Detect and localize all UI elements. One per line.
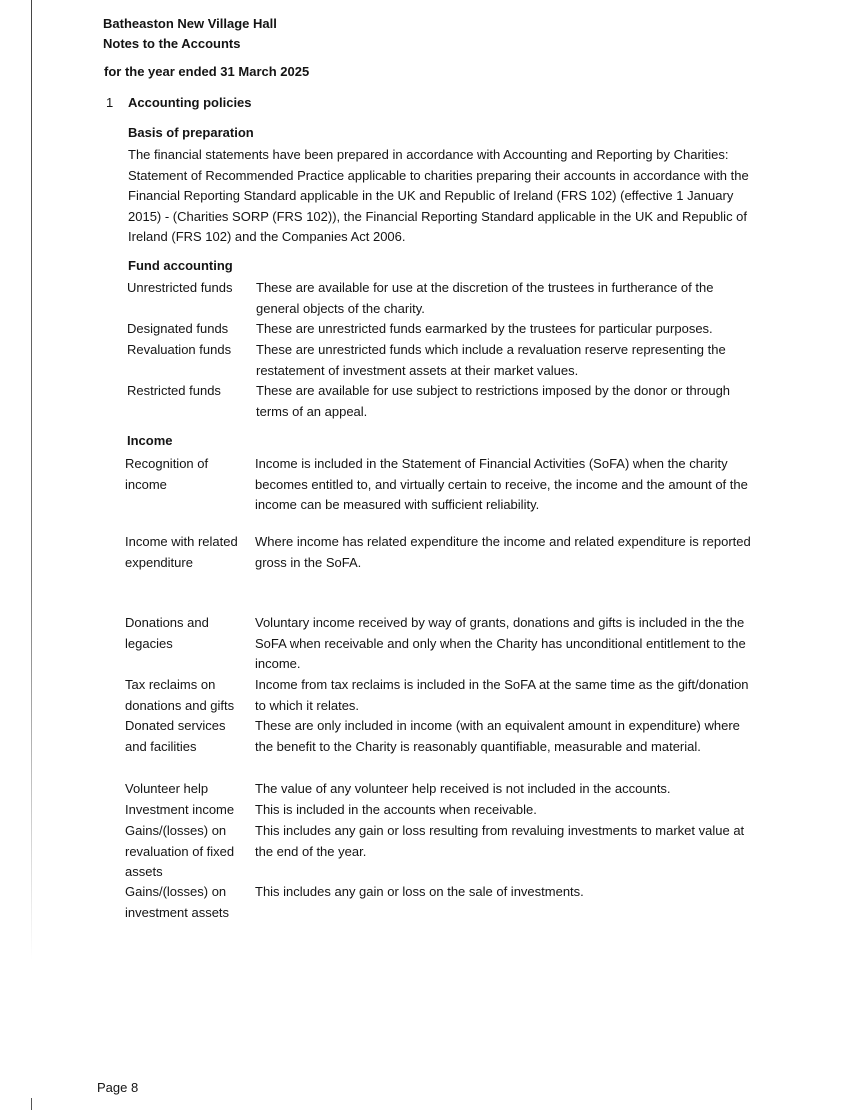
income-label: Investment income [125, 802, 235, 817]
fund-label: Restricted funds [127, 383, 221, 398]
income-label: Tax reclaims on donations and gifts [125, 677, 235, 713]
reporting-period: for the year ended 31 March 2025 [104, 64, 310, 79]
section-number: 1 [106, 95, 114, 110]
fund-accounting-heading: Fund accounting [128, 258, 233, 273]
scan-mark [31, 1098, 32, 1110]
page-number: Page 8 [97, 1080, 139, 1095]
income-description: These are only included in income (with an equivalent amount in expenditure) where the benefit to the Charity is reasonably quantifiable, measurable and material. [255, 718, 740, 754]
income-description: Income from tax reclaims is included in the SoFA at the same time as the gift/donation to which it relates. [255, 677, 749, 713]
section-title: Accounting policies [128, 95, 252, 110]
income-label: Volunteer help [125, 781, 209, 796]
document-title: Notes to the Accounts [103, 36, 241, 51]
income-description: This is included in the accounts when receivable. [255, 802, 537, 817]
basis-paragraph: The financial statements have been prepared in accordance with Accounting and Reporting by Charities: Statement of Recommended Practice applicable to charities preparing their accounts in accordance with the Financial Reporting Standard applicable in the UK and Republic of Ireland (FRS 102) (effective 1 January 2015) - (Charities SORP (FRS 102)), the Financial Reporting Standard applicable in the UK and Republic of Ireland (FRS 102) and the Companies Act 2006. [128, 147, 749, 244]
scan-edge-line [31, 0, 32, 960]
income-label: Recognition of income [125, 456, 209, 492]
income-label: Gains/(losses) on revaluation of fixed assets [125, 823, 235, 879]
income-description: Income is included in the Statement of Financial Activities (SoFA) when the charity becomes entitled to, and virtually certain to receive, the income and the amount of the income can be measured with sufficient reliability. [255, 456, 748, 512]
income-heading: Income [127, 433, 173, 448]
org-name: Batheaston New Village Hall [103, 16, 277, 31]
basis-heading: Basis of preparation [128, 125, 254, 140]
income-description: This includes any gain or loss resulting from revaluing investments to market value at the end of the year. [255, 823, 745, 859]
fund-label: Designated funds [127, 321, 229, 336]
fund-description: These are available for use subject to restrictions imposed by the donor or through terms of an appeal. [256, 383, 731, 419]
income-description: Where income has related expenditure the income and related expenditure is reported gross in the SoFA. [255, 534, 751, 570]
income-label: Donations and legacies [125, 615, 209, 651]
income-label: Donated services and facilities [125, 718, 226, 754]
income-label: Gains/(losses) on investment assets [125, 884, 230, 920]
income-description: Voluntary income received by way of grants, donations and gifts is included in the the SoFA when receivable and only when the Charity has unconditional entitlement to the income. [255, 615, 746, 671]
fund-description: These are available for use at the discretion of the trustees in furtherance of the general objects of the charity. [256, 280, 714, 316]
income-description: This includes any gain or loss on the sale of investments. [255, 884, 584, 899]
fund-label: Revaluation funds [127, 342, 232, 357]
fund-label: Unrestricted funds [127, 280, 233, 295]
income-description: The value of any volunteer help received is not included in the accounts. [255, 781, 671, 796]
fund-description: These are unrestricted funds which include a revaluation reserve representing the restatement of investment assets at their market values. [256, 342, 726, 378]
fund-description: These are unrestricted funds earmarked by the trustees for particular purposes. [256, 321, 713, 336]
income-label: Income with related expenditure [125, 534, 238, 570]
